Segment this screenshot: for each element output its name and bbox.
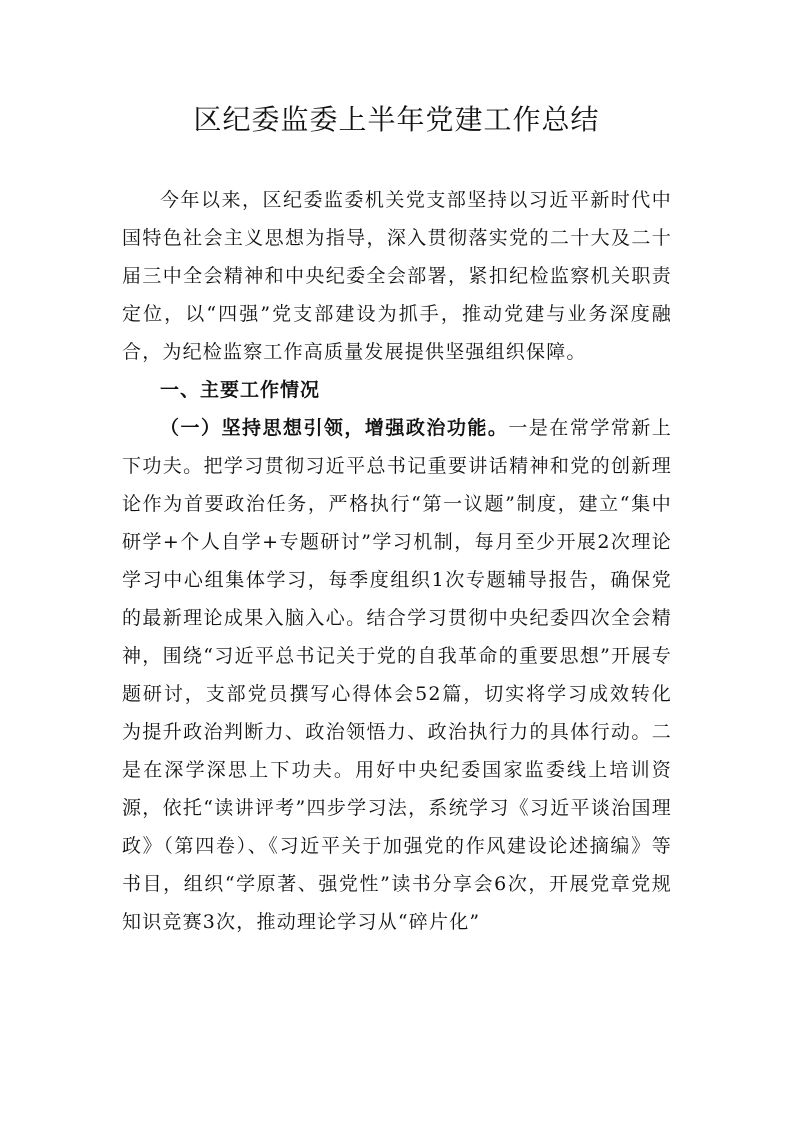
section-heading-main-work: 一、主要工作情况 — [160, 379, 321, 401]
document-title: 区纪委监委上半年党建工作总结 — [193, 103, 600, 136]
intro-paragraph: 今年以来，区纪委监委机关党支部坚持以习近平新时代中国特色社会主义思想为指导，深入贯彻落实党的二十大及二十届三中全会精神和中央纪委全会部署，紧扣纪检监察机关职责定位，以“四强”党支部建设为抓手，推动党建与业务深度融合，为纪检监察工作高质量发展提供坚强组织保障。 — [122, 189, 672, 363]
subsection-paragraph-1 — [122, 409, 672, 941]
document-body — [122, 181, 672, 941]
subsection-lead-1: （一）坚持思想引领，增强政治功能。 — [160, 417, 509, 439]
subsection-body-1: 一是在常学常新上下功夫。把学习贯彻习近平总书记重要讲话精神和党的创新理论作为首要政治任务，严格执行“第一议题”制度，建立“集中研学+个人自学+专题研讨”学习机制，每月至少开展2次理论学习中心组集体学习，每季度组织1次专题辅导报告，确保党的最新理论成果入脑入心。结合学习贯彻中央纪委四次全会精神，围绕“习近平总书记关于党的自我革命的重要思想”开展专题研讨，支部党员撰写心得体会52篇，切实将学习成效转化为提升政治判断力、政治领悟力、政治执行力的具体行动。二是在深学深思上下功夫。用好中央纪委国家监委线上培训资源，依托“读讲评考”四步学习法，系统学习《习近平谈治国理政》（第四卷）、《习近平关于加强党的作风建设论述摘编》等书目，组织“学原著、强党性”读书分享会6次，开展党章党规知识竞赛3次，推动理论学习从“碎片化” — [122, 417, 672, 933]
